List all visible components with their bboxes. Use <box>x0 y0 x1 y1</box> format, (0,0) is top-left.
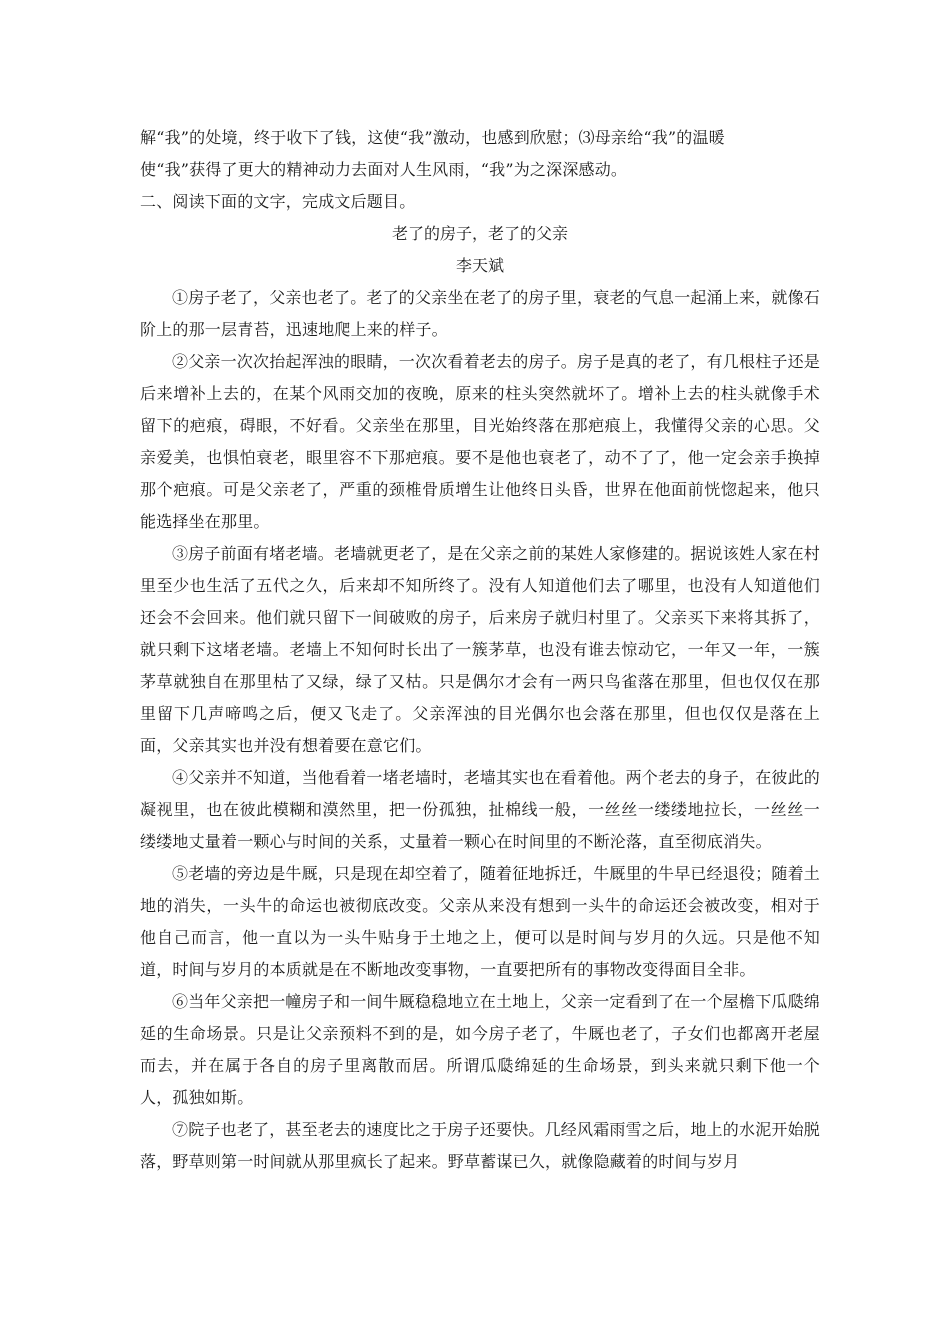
article-author: 李天斌 <box>455 256 504 275</box>
paragraph-3: ③房子前面有堵老墙。老墙就更老了，是在父亲之前的某姓人家修建的。据说该姓人家在村里至少也生活了五代之久，后来却不知所终了。没有人知道他们去了哪里，也没有人知道他们还会不会回来。他们就只留下一间破败的房子，后来房子就归村里了。父亲买下来将其拆了，就只剩下这堵老墙。老墙上不知何时长出了一簇茅草，也没有谁去惊动它，一年又一年，一簇茅草就独自在那里枯了又绿，绿了又枯。只是偶尔才会有一两只鸟雀落在那里，但也仅仅在那里留下几声啼鸣之后，便又飞走了。父亲浑浊的目光偶尔也会落在那里，但也仅仅是落在上面，父亲其实也并没有想着要在意它们。 <box>140 544 821 755</box>
paragraph-6: ⑥当年父亲把一幢房子和一间牛厩稳稳地立在土地上，父亲一定看到了在一个屋檐下瓜瓞绵延的生命场景。只是让父亲预料不到的是，如今房子老了，牛厩也老了，子女们也都离开老屋而去，并在属于各自的房子里离散而居。所谓瓜瓞绵延的生命场景，到头来就只剩下他一个人，孤独如斯。 <box>140 992 821 1107</box>
intro-line-2: 使“我”获得了更大的精神动力去面对人生风雨，“我”为之深深感动。 <box>140 160 628 179</box>
paragraph-2: ②父亲一次次抬起浑浊的眼睛，一次次看着老去的房子。房子是真的老了，有几根柱子还是后来增补上去的，在某个风雨交加的夜晚，原来的柱头突然就坏了。增补上去的柱头就像手术留下的疤痕，碍眼，不好看。父亲坐在那里，目光始终落在那疤痕上，我懂得父亲的心思。父亲爱美，也惧怕衰老，眼里容不下那疤痕。要不是他也衰老了，动不了了，他一定会亲手换掉那个疤痕。可是父亲老了，严重的颈椎骨质增生让他终日头昏，世界在他面前恍惚起来，他只能选择坐在那里。 <box>140 352 821 531</box>
article-title: 老了的房子，老了的父亲 <box>391 224 568 243</box>
paragraph-1: ①房子老了，父亲也老了。老了的父亲坐在老了的房子里，衰老的气息一起涌上来，就像石阶上的那一层青苔，迅速地爬上来的样子。 <box>140 288 821 339</box>
paragraph-4: ④父亲并不知道，当他看着一堵老墙时，老墙其实也在看着他。两个老去的身子，在彼此的凝视里，也在彼此模糊和漠然里，把一份孤独，扯棉线一般，一丝丝一缕缕地拉长，一丝丝一缕缕地丈量着一颗心与时间的关系，丈量着一颗心在时间里的不断沦落，直至彻底消失。 <box>140 768 821 851</box>
intro-line-1: 解“我”的处境，终于收下了钱，这使“我”激动，也感到欣慰；⑶母亲给“我”的温暖 <box>140 128 725 147</box>
document-page <box>140 122 820 1178</box>
paragraph-7: ⑦院子也老了，甚至老去的速度比之于房子还要快。几经风霜雨雪之后，地上的水泥开始脱落，野草则第一时间就从那里疯长了起来。野草蓄谋已久，就像隐藏着的时间与岁月 <box>140 1120 821 1171</box>
section-heading: 二、阅读下面的文字，完成文后题目。 <box>140 192 416 211</box>
paragraph-5: ⑤老墙的旁边是牛厩，只是现在却空着了，随着征地拆迁，牛厩里的牛早已经退役；随着土地的消失，一头牛的命运也被彻底改变。父亲从来没有想到一头牛的命运还会被改变，相对于他自己而言，他一直以为一头牛贴身于土地之上，便可以是时间与岁月的久远。只是他不知道，时间与岁月的本质就是在不断地改变事物，一直要把所有的事物改变得面目全非。 <box>140 864 821 979</box>
